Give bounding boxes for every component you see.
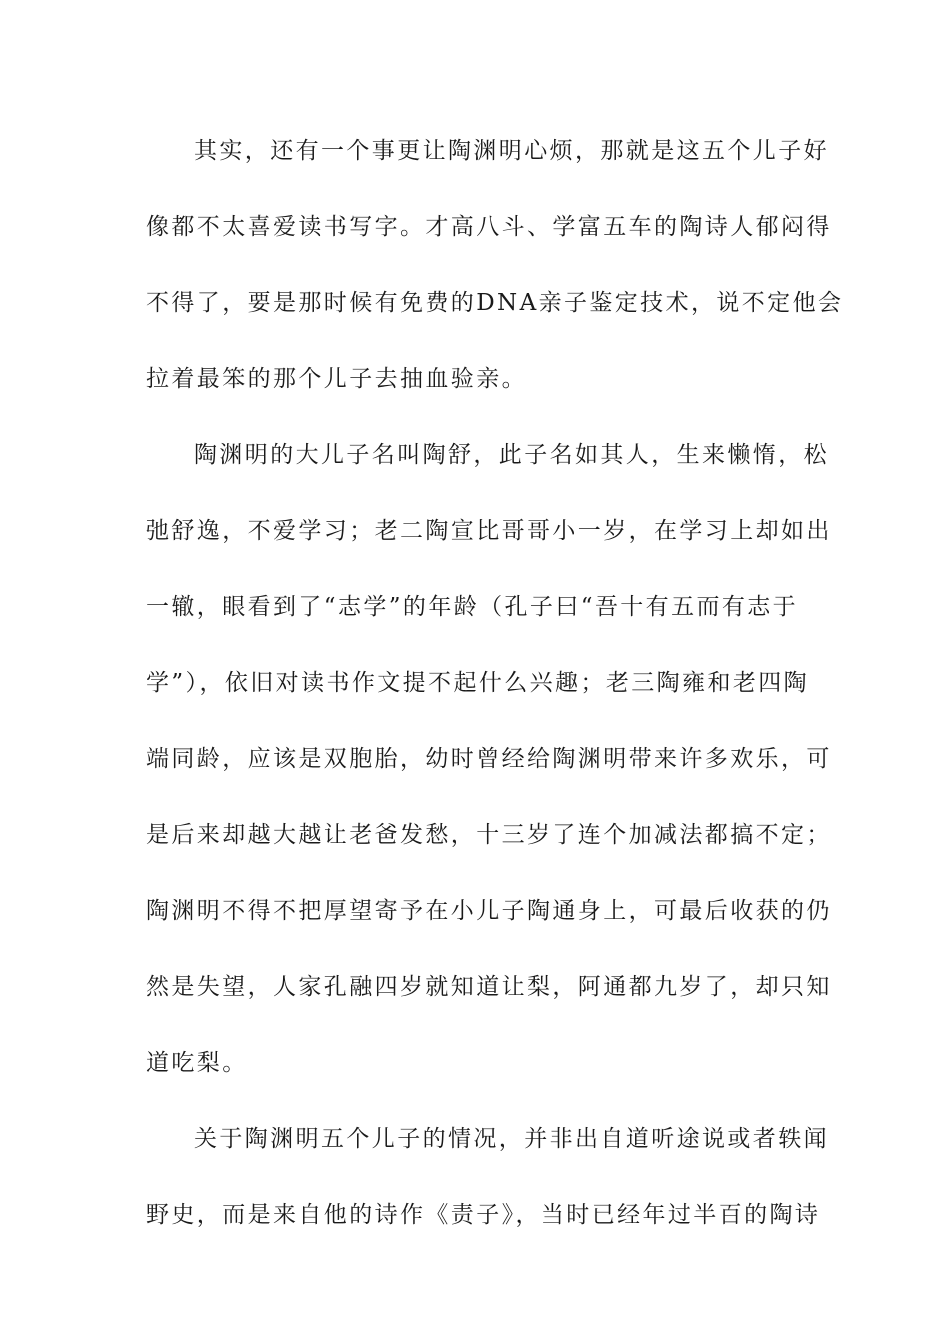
paragraph-3-line-2: 野史，而是来自他的诗作《责子》，当时已经年过半百的陶诗: [146, 1202, 821, 1228]
paragraph-2-line-6: 是后来却越大越让老爸发愁，十三岁了连个加减法都搞不定；: [146, 822, 832, 848]
paragraph-1-line-3: 不得了，要是那时候有免费的DNA亲子鉴定技术，说不定他会: [146, 290, 844, 316]
paragraph-3-line-1: 关于陶渊明五个儿子的情况，并非出自道听途说或者轶闻: [194, 1126, 829, 1152]
paragraph-2-line-9: 道吃梨。: [146, 1050, 248, 1076]
paragraph-1-line-1: 其实，还有一个事更让陶渊明心烦，那就是这五个儿子好: [194, 138, 829, 164]
paragraph-2-line-4: 学”），依旧对读书作文提不起什么兴趣；老三陶雍和老四陶: [146, 670, 810, 696]
paragraph-1-line-2: 像都不太喜爱读书写字。才高八斗、学富五车的陶诗人郁闷得: [146, 214, 832, 240]
paragraph-2-line-8: 然是失望，人家孔融四岁就知道让梨，阿通都九岁了，却只知: [146, 974, 832, 1000]
paragraph-2-line-1: 陶渊明的大儿子名叫陶舒，此子名如其人，生来懒惰，松: [194, 442, 829, 468]
paragraph-2-line-5: 端同龄，应该是双胞胎，幼时曾经给陶渊明带来许多欢乐，可: [146, 746, 832, 772]
paragraph-2-line-7: 陶渊明不得不把厚望寄予在小儿子陶通身上，可最后收获的仍: [146, 898, 832, 924]
paragraph-1-line-4: 拉着最笨的那个儿子去抽血验亲。: [146, 366, 527, 392]
paragraph-2-line-2: 弛舒逸，不爱学习；老二陶宣比哥哥小一岁，在学习上却如出: [146, 518, 832, 544]
paragraph-2-line-3: 一辙，眼看到了“志学”的年龄（孔子曰“吾十有五而有志于: [146, 594, 799, 620]
